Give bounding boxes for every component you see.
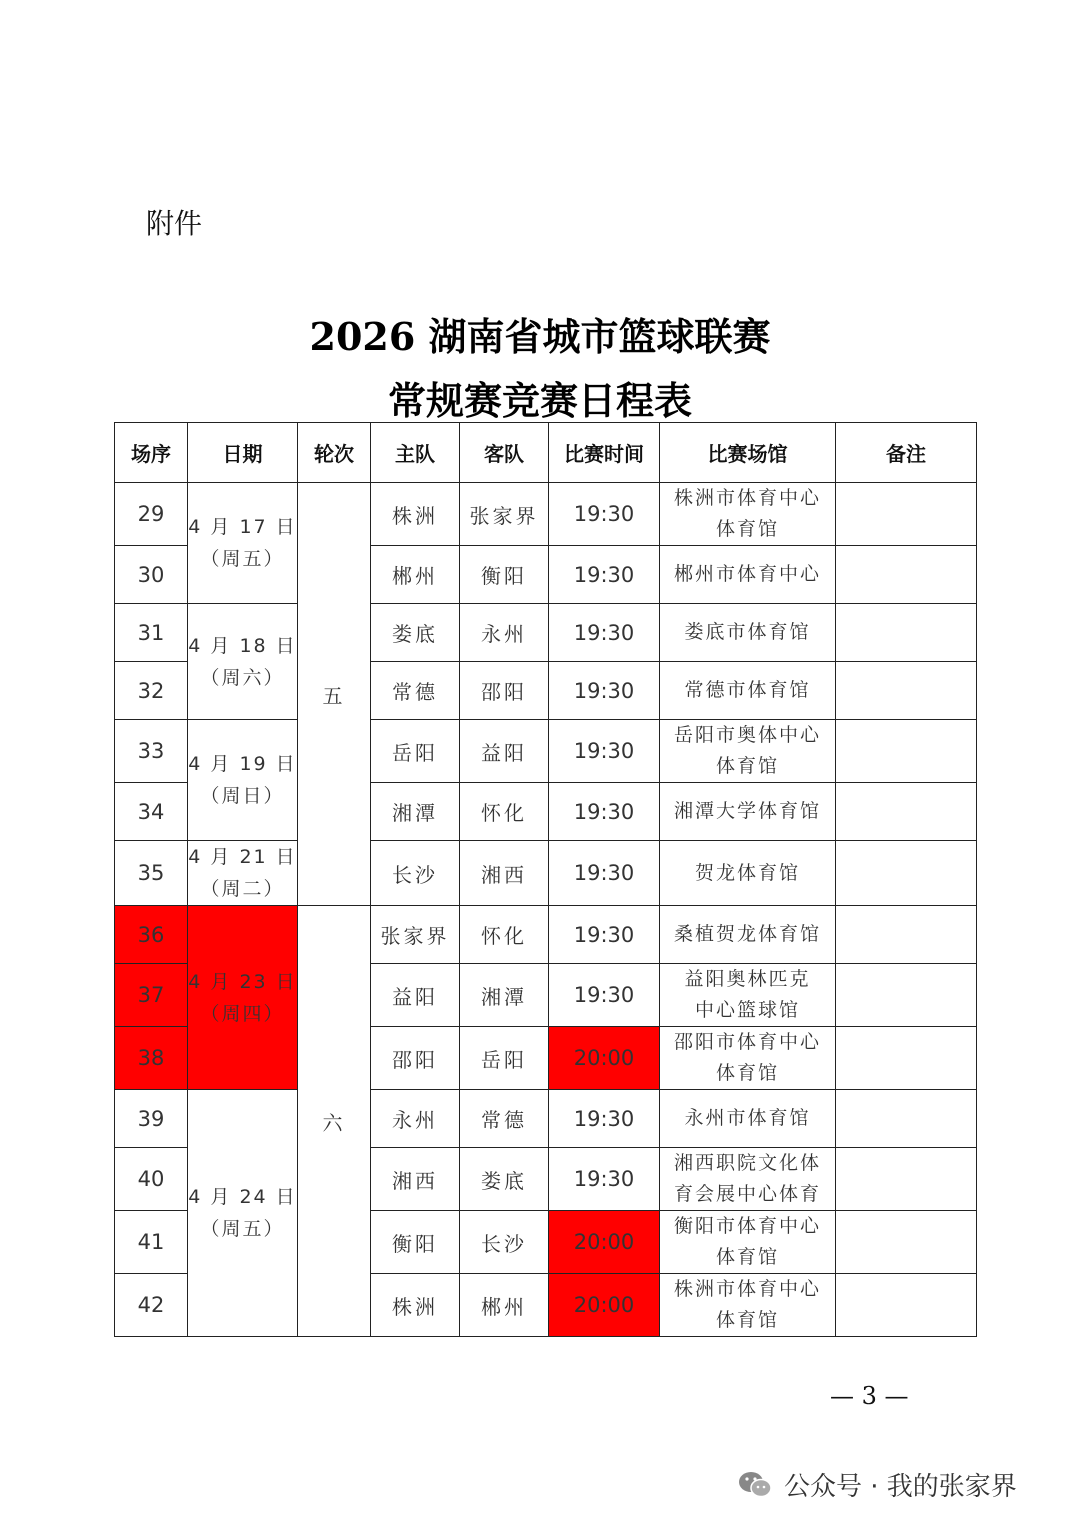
match-time-cell: 19:30 [549, 720, 660, 783]
match-number-cell: 38 [115, 1027, 188, 1090]
match-number-cell: 36 [115, 906, 188, 964]
venue-cell [660, 1027, 836, 1090]
away-team-cell: 常德 [460, 1090, 549, 1148]
away-team-cell: 怀化 [460, 783, 549, 841]
header-venue: 比赛场馆 [660, 423, 836, 483]
venue-line: 衡阳市体育中心 [673, 1215, 821, 1237]
venue-line: 株洲市体育中心 [673, 487, 821, 509]
venue-line: 育会展中心体育 [673, 1183, 821, 1205]
match-time-cell: 20:00 [549, 1211, 660, 1274]
away-team-cell: 娄底 [460, 1148, 549, 1211]
date-cell [188, 604, 298, 720]
home-team-cell: 株洲 [371, 1274, 460, 1337]
match-time-cell: 19:30 [549, 1148, 660, 1211]
venue-line: 郴州市体育中心 [673, 563, 821, 585]
match-number-cell: 30 [115, 546, 188, 604]
notes-cell [836, 1027, 977, 1090]
venue-line: 常德市体育馆 [684, 679, 811, 701]
match-time-cell: 19:30 [549, 604, 660, 662]
match-number-cell: 42 [115, 1274, 188, 1337]
home-team-cell: 张家界 [371, 906, 460, 964]
date-text: 4 月 24 日 [188, 1186, 297, 1208]
notes-cell [836, 604, 977, 662]
header-notes: 备注 [836, 423, 977, 483]
away-team-cell: 郴州 [460, 1274, 549, 1337]
table-row [115, 483, 977, 546]
schedule-table [114, 422, 977, 1337]
venue-line: 永州市体育馆 [684, 1107, 811, 1129]
header-round: 轮次 [298, 423, 371, 483]
header-match-no: 场序 [115, 423, 188, 483]
match-time-cell: 19:30 [549, 906, 660, 964]
venue-cell [660, 783, 836, 841]
round-cell: 六 [298, 906, 371, 1337]
match-number-cell: 33 [115, 720, 188, 783]
notes-cell [836, 906, 977, 964]
date-cell [188, 720, 298, 841]
notes-cell [836, 783, 977, 841]
match-time-cell: 19:30 [549, 1090, 660, 1148]
notes-cell [836, 1090, 977, 1148]
venue-line: 株洲市体育中心 [673, 1278, 821, 1300]
weekday-text: （周四） [200, 1002, 285, 1025]
notes-cell [836, 546, 977, 604]
match-number-cell: 35 [115, 841, 188, 906]
round-cell: 五 [298, 483, 371, 906]
home-team-cell: 益阳 [371, 964, 460, 1027]
match-number-cell: 40 [115, 1148, 188, 1211]
weekday-text: （周五） [200, 548, 285, 570]
home-team-cell: 湘潭 [371, 783, 460, 841]
match-time-cell: 19:30 [549, 483, 660, 546]
venue-cell [660, 906, 836, 964]
venue-cell [660, 841, 836, 906]
away-team-cell: 永州 [460, 604, 549, 662]
home-team-cell: 湘西 [371, 1148, 460, 1211]
date-text: 4 月 18 日 [188, 634, 297, 657]
venue-line: 体育馆 [715, 518, 779, 540]
venue-line: 体育馆 [715, 1309, 779, 1331]
home-team-cell: 常德 [371, 662, 460, 720]
match-number-cell: 41 [115, 1211, 188, 1274]
table-row [115, 841, 977, 906]
footer-watermark [738, 1466, 1017, 1503]
venue-line: 贺龙体育馆 [694, 861, 800, 884]
home-team-cell: 衡阳 [371, 1211, 460, 1274]
venue-line: 邵阳市体育中心 [673, 1031, 821, 1053]
venue-cell [660, 1090, 836, 1148]
match-number-cell: 34 [115, 783, 188, 841]
away-team-cell: 张家界 [460, 483, 549, 546]
header-date: 日期 [188, 423, 298, 483]
weekday-text: （周日） [200, 785, 285, 807]
home-team-cell: 长沙 [371, 841, 460, 906]
venue-line: 桑植贺龙体育馆 [673, 923, 821, 945]
away-team-cell: 怀化 [460, 906, 549, 964]
away-team-cell: 益阳 [460, 720, 549, 783]
away-team-cell: 衡阳 [460, 546, 549, 604]
home-team-cell: 株洲 [371, 483, 460, 546]
match-time-cell: 19:30 [549, 662, 660, 720]
header-match-time: 比赛时间 [549, 423, 660, 483]
venue-line: 岳阳市奥体中心 [673, 724, 821, 746]
home-team-cell: 郴州 [371, 546, 460, 604]
venue-line: 中心篮球馆 [694, 999, 800, 1021]
notes-cell [836, 1148, 977, 1211]
notes-cell [836, 483, 977, 546]
venue-line: 体育馆 [715, 1062, 779, 1084]
match-number-cell: 39 [115, 1090, 188, 1148]
footer-text: 公众号 · 我的张家界 [784, 1472, 1017, 1502]
table-row [115, 604, 977, 662]
date-cell [188, 841, 298, 906]
match-time-cell: 19:30 [549, 783, 660, 841]
notes-cell [836, 964, 977, 1027]
venue-cell [660, 720, 836, 783]
match-number-cell: 31 [115, 604, 188, 662]
away-team-cell: 湘西 [460, 841, 549, 906]
away-team-cell: 邵阳 [460, 662, 549, 720]
venue-line: 娄底市体育馆 [684, 621, 811, 643]
page-title: 2026 湖南省城市篮球联赛 [309, 314, 771, 359]
attachment-label: 附件 [146, 207, 203, 240]
venue-cell [660, 483, 836, 546]
table-row [115, 720, 977, 783]
venue-cell [660, 662, 836, 720]
date-text: 4 月 23 日 [188, 970, 297, 993]
weekday-text: （周六） [200, 666, 285, 689]
date-text: 4 月 17 日 [188, 516, 297, 538]
header-home-team: 主队 [371, 423, 460, 483]
date-cell [188, 1090, 298, 1337]
page-number: — 3 — [830, 1382, 909, 1410]
venue-line: 体育馆 [715, 755, 779, 777]
match-number-cell: 29 [115, 483, 188, 546]
venue-line: 益阳奥林匹克 [684, 968, 811, 990]
wechat-icon [738, 1470, 772, 1500]
match-time-cell: 19:30 [549, 964, 660, 1027]
home-team-cell: 岳阳 [371, 720, 460, 783]
venue-cell [660, 1148, 836, 1211]
notes-cell [836, 1274, 977, 1337]
date-text: 4 月 21 日 [188, 846, 297, 868]
weekday-text: （周五） [200, 1218, 285, 1240]
notes-cell [836, 662, 977, 720]
date-cell [188, 906, 298, 1090]
venue-line: 体育馆 [715, 1246, 779, 1268]
home-team-cell: 邵阳 [371, 1027, 460, 1090]
table-row [115, 906, 977, 964]
away-team-cell: 岳阳 [460, 1027, 549, 1090]
table-header-row [115, 423, 977, 483]
match-time-cell: 19:30 [549, 841, 660, 906]
match-number-cell: 32 [115, 662, 188, 720]
venue-cell [660, 546, 836, 604]
match-number-cell: 37 [115, 964, 188, 1027]
match-time-cell: 20:00 [549, 1027, 660, 1090]
venue-cell [660, 1211, 836, 1274]
venue-line: 湘西职院文化体 [673, 1152, 821, 1174]
away-team-cell: 长沙 [460, 1211, 549, 1274]
header-away-team: 客队 [460, 423, 549, 483]
notes-cell [836, 720, 977, 783]
notes-cell [836, 1211, 977, 1274]
page-subtitle: 常规赛竞赛日程表 [387, 378, 692, 423]
away-team-cell: 湘潭 [460, 964, 549, 1027]
venue-line: 湘潭大学体育馆 [673, 800, 821, 822]
match-time-cell: 20:00 [549, 1274, 660, 1337]
venue-cell [660, 1274, 836, 1337]
venue-cell [660, 964, 836, 1027]
home-team-cell: 永州 [371, 1090, 460, 1148]
notes-cell [836, 841, 977, 906]
home-team-cell: 娄底 [371, 604, 460, 662]
date-text: 4 月 19 日 [188, 753, 297, 775]
table-row [115, 1090, 977, 1148]
date-cell [188, 483, 298, 604]
venue-cell [660, 604, 836, 662]
weekday-text: （周二） [200, 878, 285, 900]
match-time-cell: 19:30 [549, 546, 660, 604]
